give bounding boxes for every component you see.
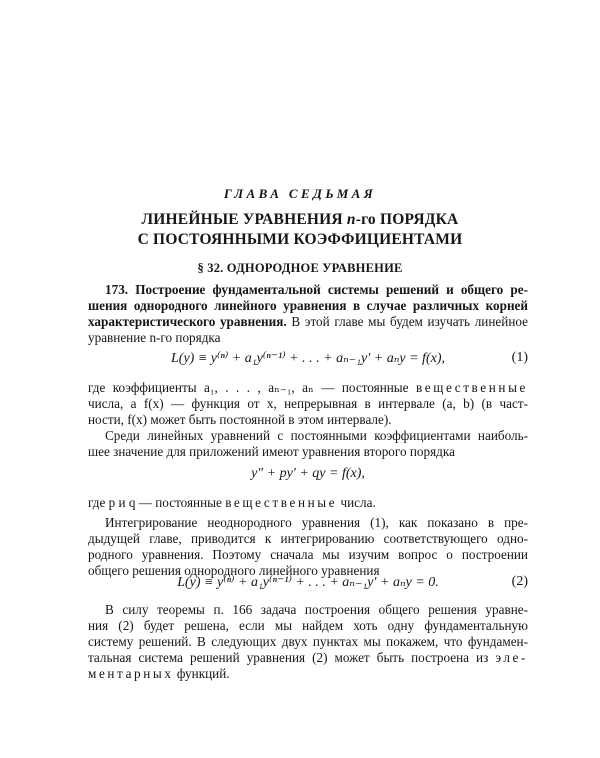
chapter-title-n: n (346, 211, 356, 228)
coeff-line1 (88, 380, 528, 396)
coeff-line2: числа, а f(x) — функция от x, непрерывная в интервале (a, b) (в част- (88, 396, 528, 411)
pq-spaced: вещественные (225, 495, 338, 510)
theorem-line5-spaced: ментарных (88, 666, 174, 681)
pq-suffix: числа. (337, 495, 376, 510)
para173-line1: 173. Построение фундаментальной системы решений и общего ре- (105, 282, 528, 297)
chapter-title-line1 (0, 211, 600, 229)
equation-1 (88, 350, 528, 368)
equation-1-number: (1) (511, 350, 528, 365)
among-line1: Среди линейных уравнений с постоянными коэффициентами наиболь- (105, 428, 528, 443)
para173-line3 (88, 314, 528, 330)
coeff-line3: ности, f(x) может быть постоянной в этом интервале). (88, 412, 392, 427)
pq-line (88, 495, 528, 511)
integration-line2: дыдущей главе, приводится к интегрированию соответствующего одно- (88, 531, 528, 546)
theorem-line4-text: тальная система решений уравнения (2) может быть построена из (88, 650, 496, 665)
theorem-line3: систему решений. В следующих двух пунктах мы покажем, что фундамен- (88, 634, 528, 649)
theorem-line5-text: функций. (173, 666, 230, 681)
chapter-title-line2: С ПОСТОЯННЫМИ КОЭФФИЦИЕНТАМИ (137, 231, 463, 248)
chapter-title-suffix: -го ПОРЯДКА (355, 211, 459, 228)
pq-prefix: где p и q — постоянные (88, 495, 226, 510)
equation-2-formula: L(y) ≡ y⁽ⁿ⁾ + a₁y⁽ⁿ⁻¹⁾ + . . . + aₙ₋₁y′ + aₙy = 0. (177, 575, 439, 590)
equation-second-order-formula: y″ + py′ + qy = f(x), (251, 466, 365, 481)
paragraph-theorem (88, 602, 528, 682)
para173-line2: шения однородного линейного уравнения в случае различных корней (88, 298, 528, 313)
paragraph-integration (88, 515, 528, 579)
chapter-label: ГЛАВА СЕДЬМАЯ (223, 186, 377, 201)
theorem-line5 (88, 666, 528, 682)
coeff-line1-text: где коэффициенты a₁, . . . , aₙ₋₁, aₙ — постоянные (88, 380, 416, 395)
equation-2 (88, 574, 528, 592)
integration-line3: родного уравнения. Поэтому сначала мы изучим вопрос о построении (88, 547, 528, 562)
paragraph-among (88, 428, 528, 460)
theorem-line4-spaced: эле- (495, 650, 528, 665)
section-heading: § 32. ОДНОРОДНОЕ УРАВНЕНИЕ (197, 261, 403, 275)
paragraph-pq (88, 495, 528, 511)
coeff-line1-spaced: вещественные (416, 380, 528, 395)
among-line2: шее значение для приложений имеют уравнения второго порядка (88, 444, 455, 459)
integration-line1: Интегрирование неоднородного уравнения (1), как показано в пре- (105, 515, 528, 530)
theorem-line4 (88, 650, 528, 666)
theorem-line2: ния (2) будет решена, если мы найдем хоть одну фундаментальную (88, 618, 528, 633)
para173-line3-bold: характеристического уравнения. (88, 314, 287, 329)
equation-second-order (88, 466, 528, 484)
theorem-line1: В силу теоремы п. 166 задача построения общего решения уравне- (105, 602, 528, 617)
equation-2-number: (2) (511, 574, 528, 589)
paragraph-173 (88, 282, 528, 346)
para173-line3-rest: В этой главе мы будем изучать линейное (286, 314, 528, 329)
chapter-title-prefix: ЛИНЕЙНЫЕ УРАВНЕНИЯ (141, 211, 347, 228)
integration-line4: общего решения однородного линейного уравнения (88, 563, 380, 578)
equation-1-formula: L(y) ≡ y⁽ⁿ⁾ + a₁y⁽ⁿ⁻¹⁾ + . . . + aₙ₋₁y′ + aₙy = f(x), (171, 351, 445, 366)
paragraph-coefficients (88, 380, 528, 428)
para173-line4: уравнение n-го порядка (88, 330, 221, 345)
